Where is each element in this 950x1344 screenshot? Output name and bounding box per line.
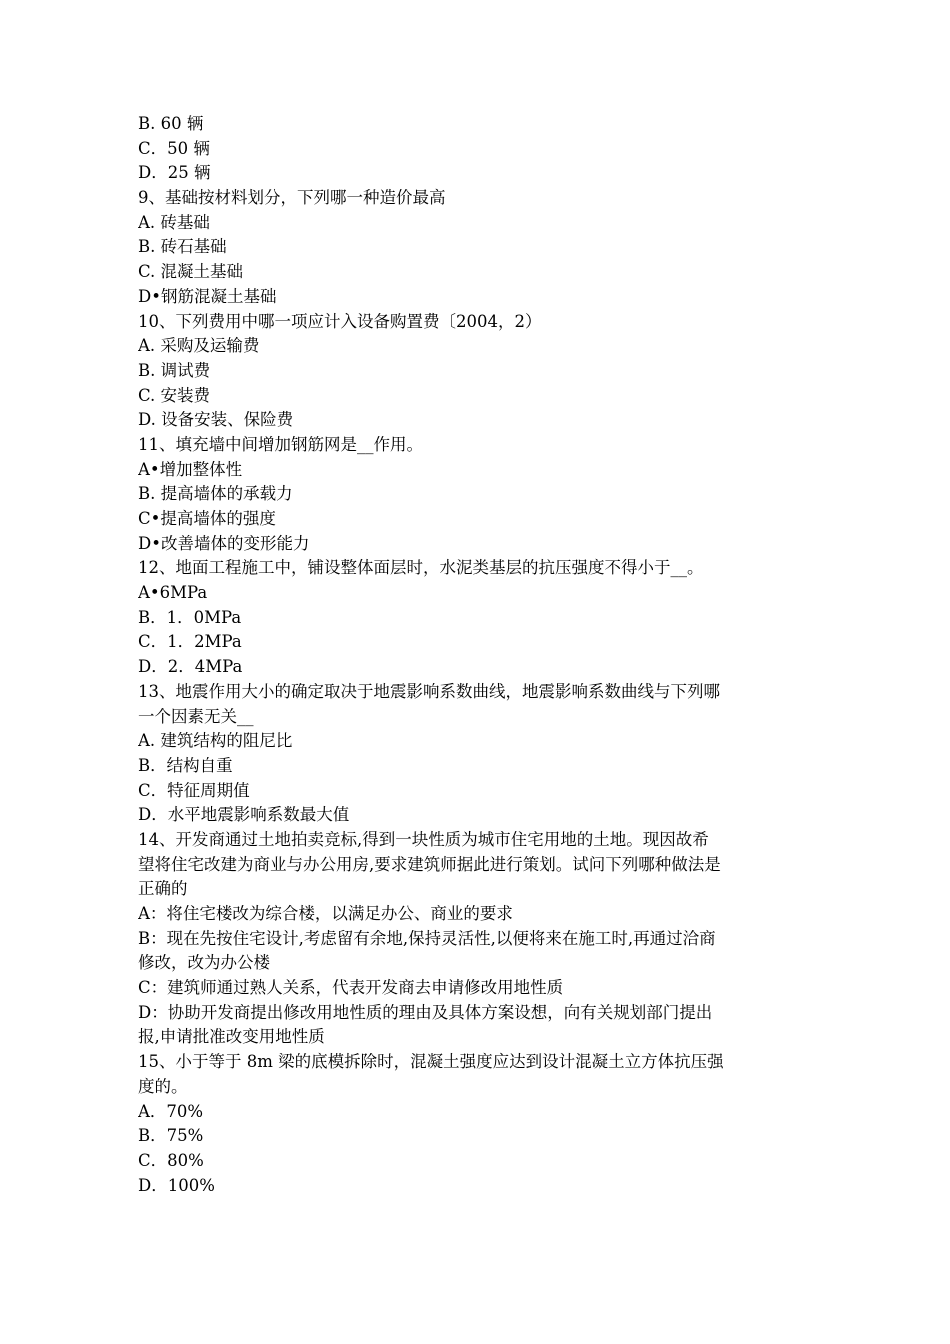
q11-option-b: B. 提高墙体的承载力 — [138, 484, 293, 504]
q13-option-a: A. 建筑结构的阻尼比 — [138, 731, 293, 751]
q12-option-a: A•6MPa — [138, 583, 208, 603]
q11-option-c: C•提高墙体的强度 — [138, 509, 276, 528]
q14-option-c: C：建筑师通过熟人关系，代表开发商去申请修改用地性质 — [138, 978, 564, 998]
q15-option-d: D．100% — [138, 1175, 215, 1195]
q13-option-b: B．结构自重 — [138, 755, 233, 775]
q11-option-a: A•增加整体性 — [138, 459, 243, 479]
question-14-line-1: 14、开发商通过土地拍卖竞标,得到一块性质为城市住宅用地的土地。现因故希 — [138, 829, 709, 849]
q11-option-d: D•改善墙体的变形能力 — [138, 533, 310, 553]
document-page — [138, 112, 818, 1198]
question-10: 10、下列费用中哪一项应计入设备购置费〔2004，2） — [138, 311, 542, 331]
question-15-line-2: 度的。 — [138, 1076, 188, 1096]
q12-option-c: C．1．2MPa — [138, 632, 242, 652]
q13-option-c: C．特征周期值 — [138, 780, 250, 800]
question-14-line-2: 望将住宅改建为商业与办公用房,要求建筑师据此进行策划。试问下列哪种做法是 — [138, 854, 721, 874]
q10-option-c: C. 安装费 — [138, 385, 211, 405]
question-15-line-1: 15、小于等于 8m 梁的底模拆除时，混凝土强度应达到设计混凝土立方体抗压强 — [138, 1052, 724, 1072]
q14-option-b-line-2: 修改，改为办公楼 — [138, 953, 270, 973]
question-13-line-2: 一个因素无关__ — [138, 706, 254, 726]
q14-option-d-line-2: 报,申请批准改变用地性质 — [138, 1027, 325, 1047]
q9-option-b: B. 砖石基础 — [138, 237, 227, 257]
q9-option-d: D•钢筋混凝土基础 — [138, 286, 277, 306]
q13-option-d: D．水平地震影响系数最大值 — [138, 805, 350, 825]
q14-option-b-line-1: B：现在先按住宅设计,考虑留有余地,保持灵活性,以便将来在施工时,再通过洽商 — [138, 928, 716, 948]
q14-option-d-line-1: D：协助开发商提出修改用地性质的理由及具体方案设想，向有关规划部门提出 — [138, 1002, 713, 1022]
question-14-line-3: 正确的 — [138, 879, 188, 899]
q12-option-b: B．1．0MPa — [138, 607, 242, 627]
q15-option-a: A．70% — [138, 1101, 204, 1121]
q15-option-c: C．80% — [138, 1150, 204, 1170]
q10-option-b: B. 调试费 — [138, 360, 211, 380]
option-b-60: B. 60 辆 — [138, 114, 204, 133]
q9-option-a: A. 砖基础 — [138, 212, 210, 232]
question-12: 12、地面工程施工中，铺设整体面层时，水泥类基层的抗压强度不得小于__。 — [138, 558, 704, 578]
q14-option-a: A：将住宅楼改为综合楼，以满足办公、商业的要求 — [138, 904, 513, 923]
question-11: 11、填充墙中间增加钢筋网是__作用。 — [138, 434, 423, 454]
q9-option-c: C. 混凝土基础 — [138, 262, 244, 282]
q10-option-a: A. 采购及运输费 — [138, 336, 260, 356]
question-9: 9、基础按材料划分，下列哪一种造价最高 — [138, 188, 446, 208]
q15-option-b: B．75% — [138, 1126, 204, 1146]
question-13-line-1: 13、地震作用大小的确定取决于地震影响系数曲线，地震影响系数曲线与下列哪 — [138, 681, 720, 701]
q10-option-d: D. 设备安装、保险费 — [138, 410, 294, 430]
option-c-50: C．50 辆 — [138, 138, 210, 158]
option-d-25: D．25 辆 — [138, 163, 211, 183]
q12-option-d: D．2．4MPa — [138, 657, 243, 677]
